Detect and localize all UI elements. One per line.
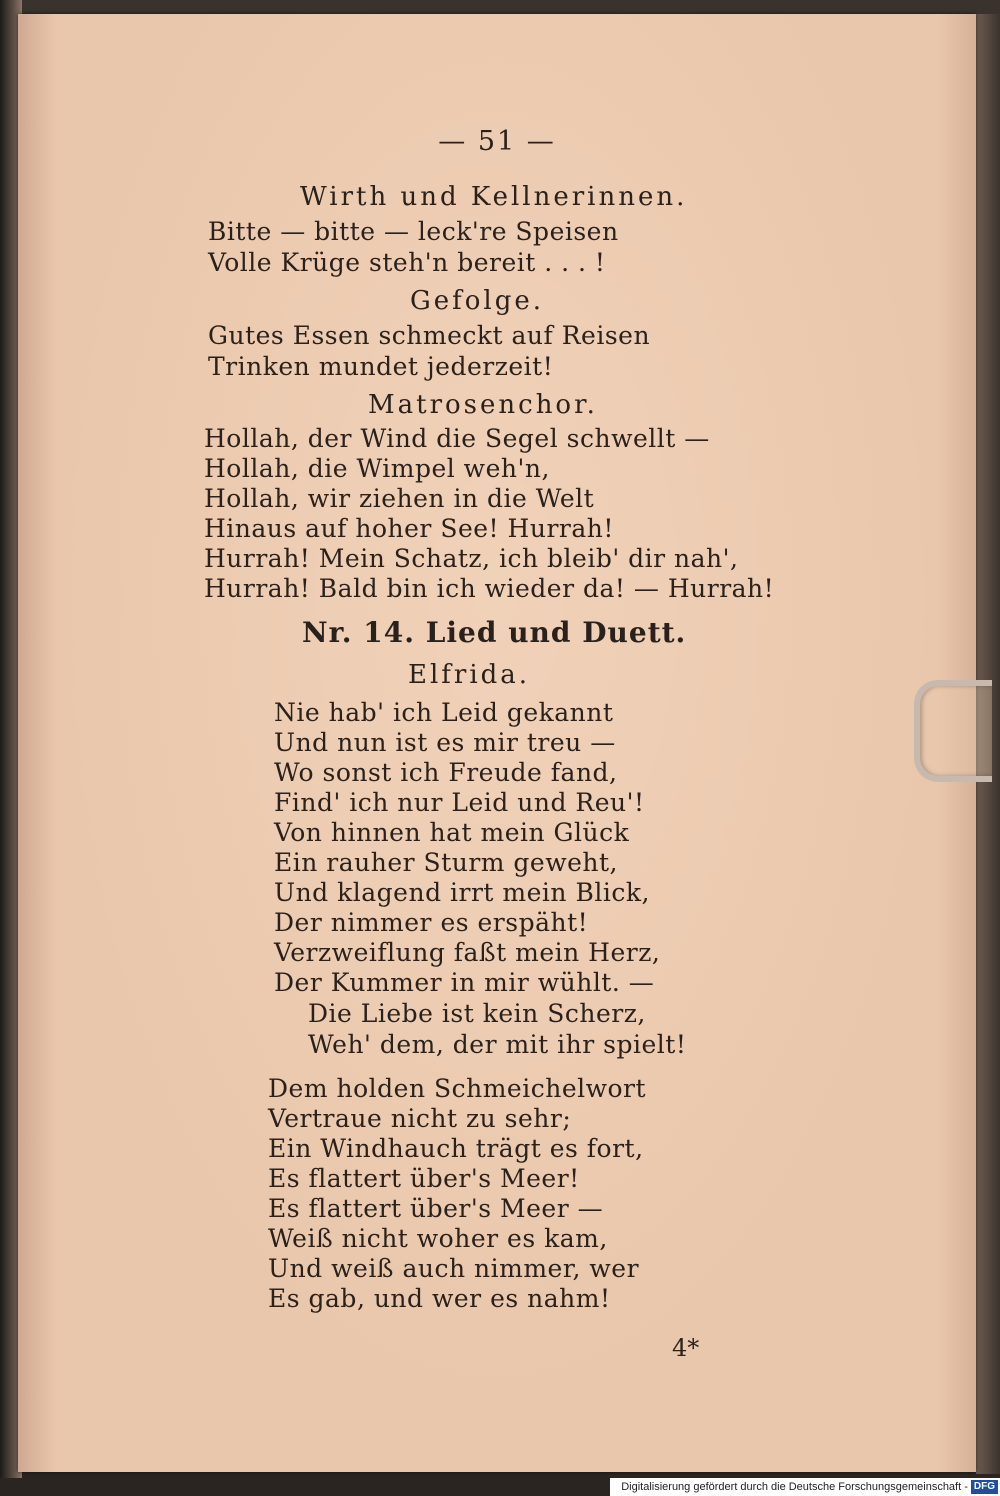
page-number: — 51 — <box>438 126 556 157</box>
refrain-line: Die Liebe ist kein Scherz, <box>308 999 646 1028</box>
verse-line: Bitte — bitte — leck're Speisen <box>208 217 619 246</box>
verse-line: Und klagend irrt mein Blick, <box>274 878 650 907</box>
dfg-logo: DFG <box>971 1480 998 1494</box>
verse-line: Verzweiflung faßt mein Herz, <box>274 938 661 967</box>
verse-line: Find' ich nur Leid und Reu'! <box>274 788 645 817</box>
verse-line: Es flattert über's Meer — <box>268 1194 604 1223</box>
refrain-line: Weh' dem, der mit ihr spielt! <box>308 1030 687 1059</box>
verse-line: Nie hab' ich Leid gekannt <box>274 698 614 727</box>
verse-line: Es gab, und wer es nahm! <box>268 1284 611 1313</box>
verse-line: Dem holden Schmeichelwort <box>268 1074 647 1103</box>
verse-line: Und weiß auch nimmer, wer <box>268 1254 640 1283</box>
verse-line: Es flattert über's Meer! <box>268 1164 580 1193</box>
speaker-heading-matrosenchor: Matrosenchor. <box>368 390 598 420</box>
verse-line: Hollah, der Wind die Segel schwellt — <box>204 424 710 453</box>
verse-line: Hollah, wir ziehen in die Welt <box>204 484 595 513</box>
book-page <box>18 14 976 1472</box>
page-clip <box>914 680 992 782</box>
number-title: Nr. 14. Lied und Duett. <box>302 616 687 649</box>
verse-line: Vertraue nicht zu sehr; <box>268 1104 572 1133</box>
verse-line: Volle Krüge steh'n bereit . . . ! <box>208 248 606 277</box>
signature-mark: 4* <box>672 1334 700 1362</box>
speaker-heading-wirth: Wirth und Kellnerinnen. <box>300 182 688 212</box>
verse-line: Der nimmer es erspäht! <box>274 908 589 937</box>
verse-line: Gutes Essen schmeckt auf Reisen <box>208 321 651 350</box>
verse-line: Von hinnen hat mein Glück <box>274 818 630 847</box>
verse-line: Hurrah! Mein Schatz, ich bleib' dir nah', <box>204 544 739 573</box>
verse-line: Der Kummer in mir wühlt. — <box>274 968 655 997</box>
footer-text: Digitalisierung gefördert durch die Deutsche Forschungsgemeinschaft - <box>621 1481 968 1493</box>
verse-line: Hurrah! Bald bin ich wieder da! — Hurrah! <box>204 574 775 603</box>
verse-line: Trinken mundet jederzeit! <box>208 352 554 381</box>
speaker-heading-gefolge: Gefolge. <box>410 286 545 316</box>
verse-line: Ein rauher Sturm geweht, <box>274 848 619 877</box>
digitization-footer <box>610 1478 1000 1496</box>
verse-line: Wo sonst ich Freude fand, <box>274 758 618 787</box>
speaker-heading-elfrida: Elfrida. <box>408 660 531 690</box>
verse-line: Weiß nicht woher es kam, <box>268 1224 608 1253</box>
verse-line: Hinaus auf hoher See! Hurrah! <box>204 514 614 543</box>
verse-line: Und nun ist es mir treu — <box>274 728 616 757</box>
verse-line: Hollah, die Wimpel weh'n, <box>204 454 550 483</box>
verse-line: Ein Windhauch trägt es fort, <box>268 1134 644 1163</box>
